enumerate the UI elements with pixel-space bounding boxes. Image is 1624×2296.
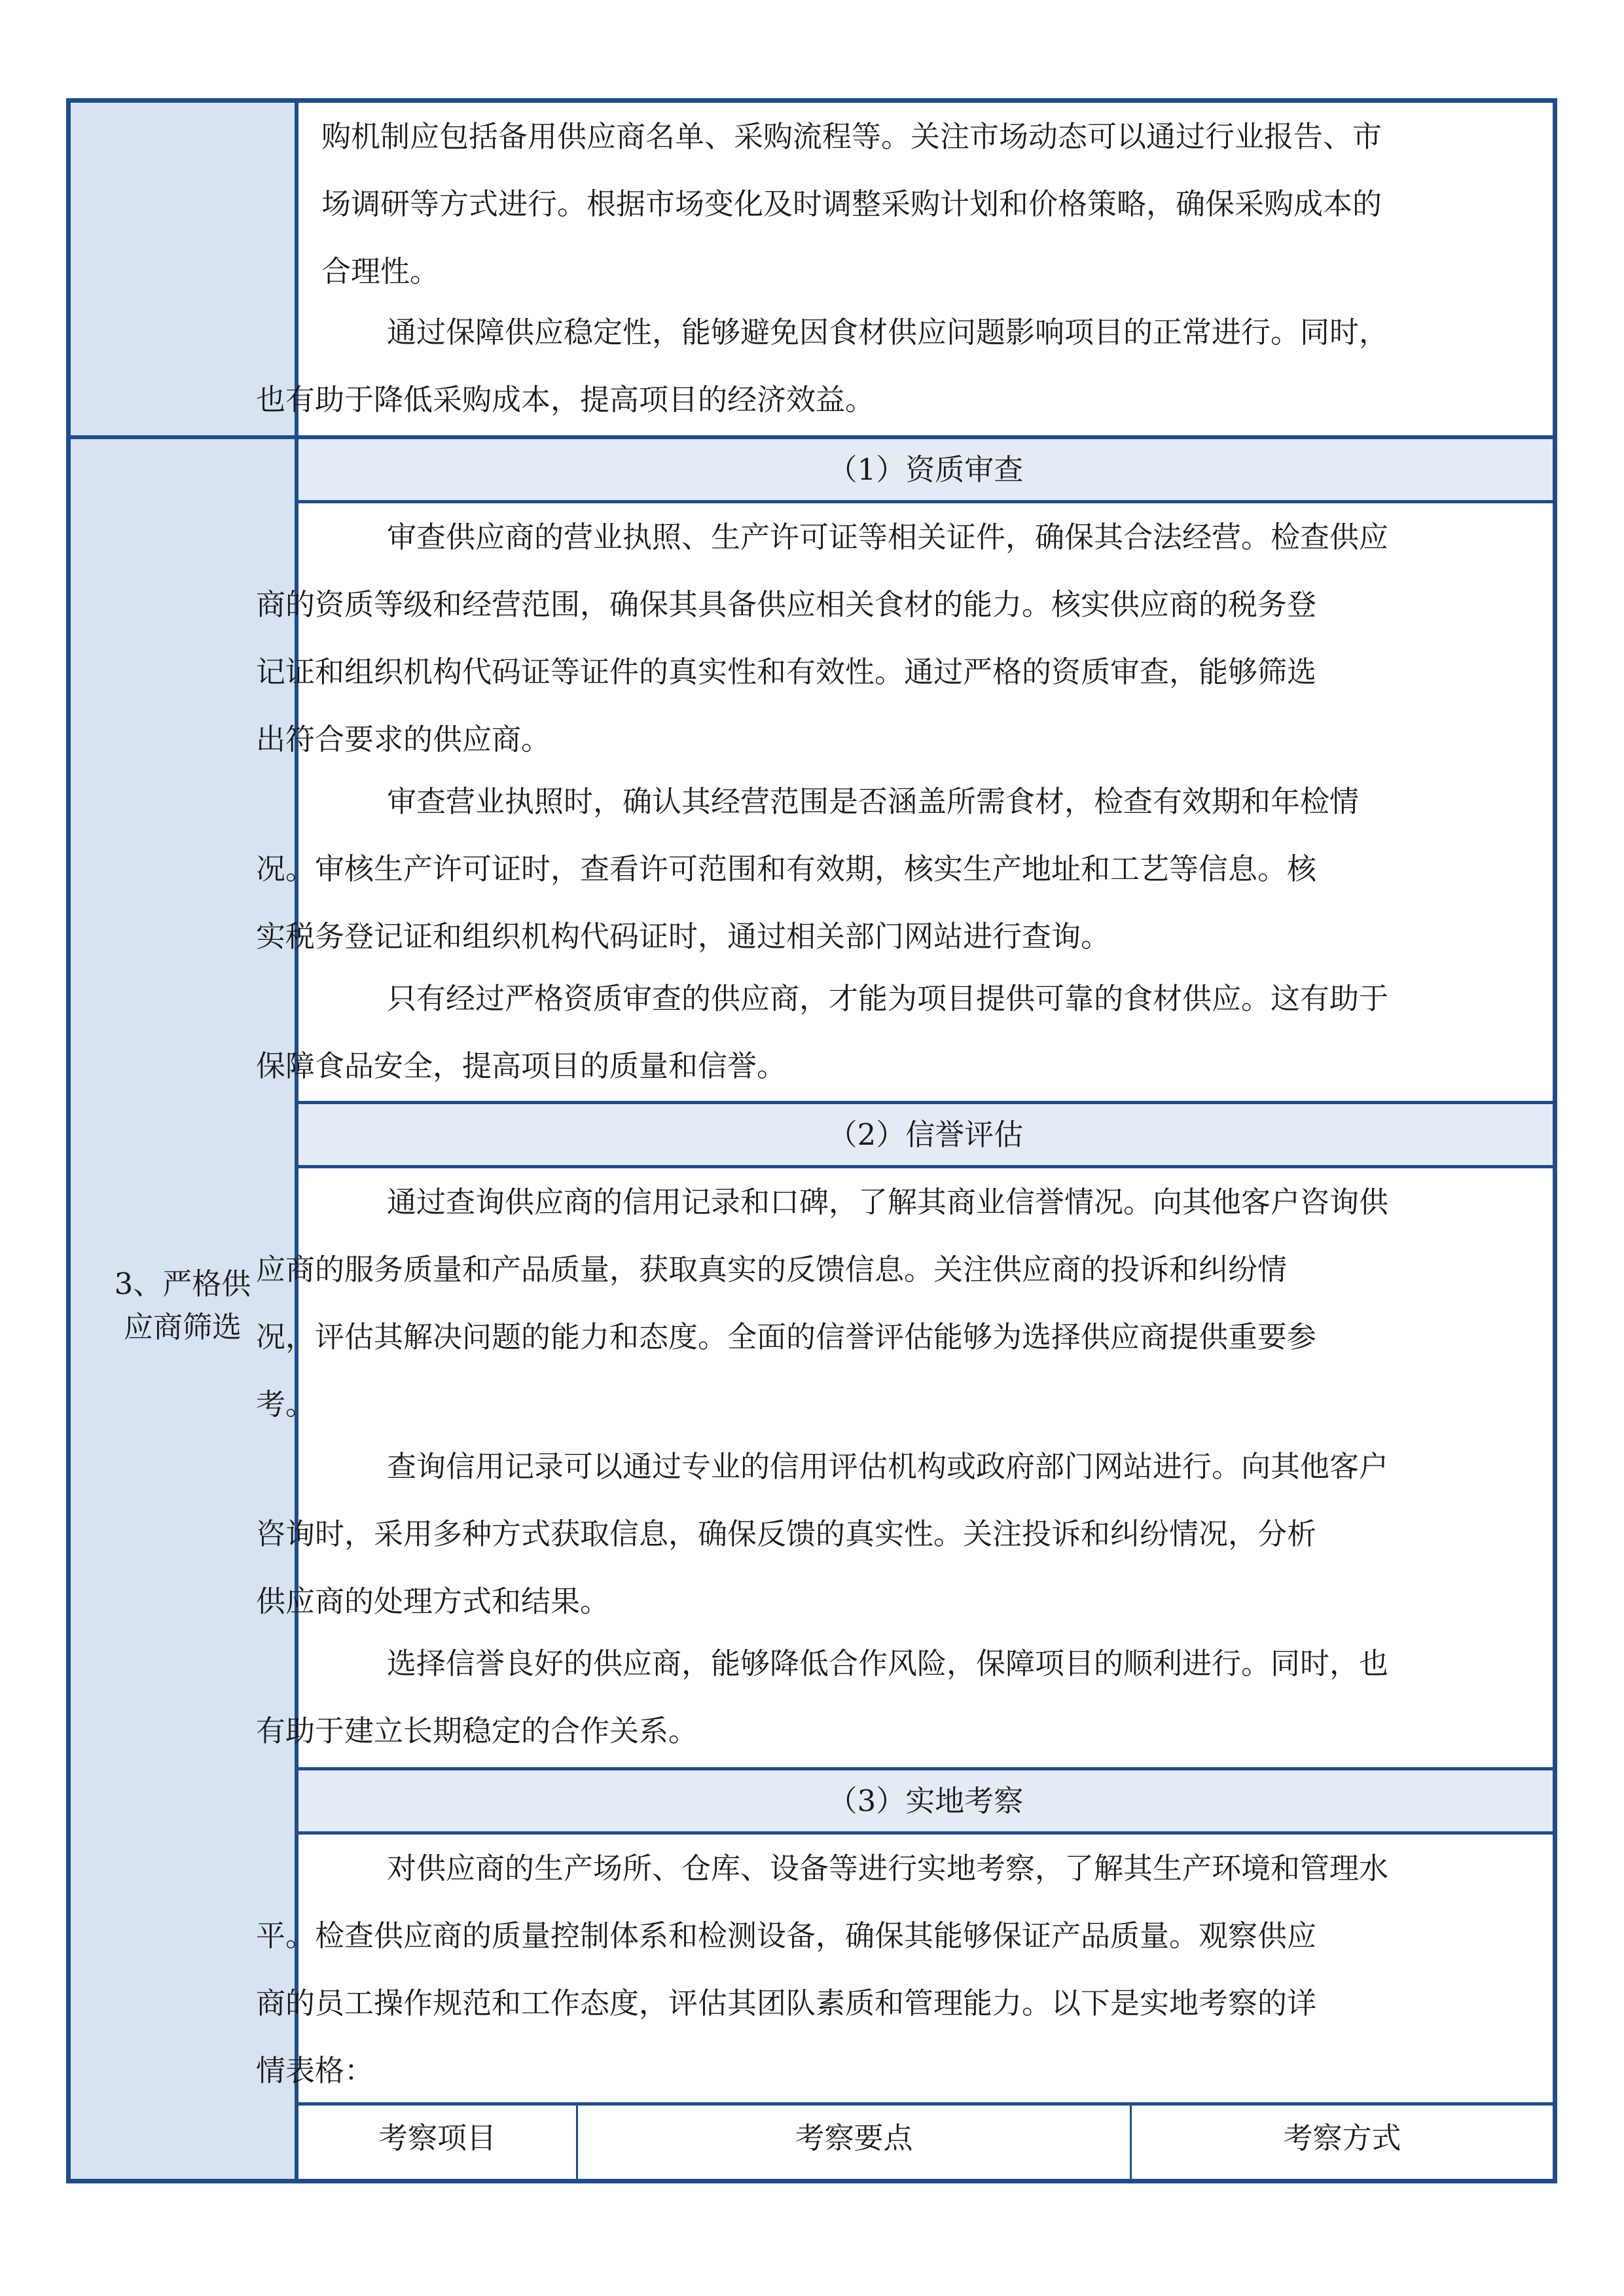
section-label-line: 3、严格供 (114, 1266, 251, 1301)
text-line: 合理性。 (321, 254, 440, 289)
inspection-table-header (298, 2106, 1553, 2179)
text-line: 查询信用记录可以通过专业的信用评估机构或政府部门网站进行。向其他客户 (387, 1449, 1389, 1484)
text-line: 商的员工操作规范和工作态度，评估其团队素质和管理能力。以下是实地考察的详 (256, 1986, 1317, 2020)
paragraph (256, 1168, 1595, 1438)
text-line: 有助于建立长期稳定的合作关系。 (256, 1713, 698, 1748)
table-header-cell (578, 2106, 1130, 2179)
text-line: 情表格： (256, 2053, 374, 2088)
text-line: 场调研等方式进行。根据市场变化及时调整采购计划和价格策略，确保采购成本的 (321, 187, 1382, 221)
text-line: 实税务登记证和组织机构代码证时，通过相关部门网站进行查询。 (256, 919, 1111, 954)
text-line: 况。审核生产许可证时，查看许可范围和有效期，核实生产地址和工艺等信息。核 (256, 852, 1317, 886)
paragraph (256, 768, 1595, 970)
text-line: 考。 (256, 1387, 316, 1422)
text-line: 也有助于降低采购成本，提高项目的经济效益。 (256, 382, 875, 417)
subsection-title: （3）实地考察 (827, 1784, 1024, 1818)
text-line: 商的资质等级和经营范围，确保其具备供应相关食材的能力。核实供应商的税务登 (256, 587, 1317, 622)
subsection-header (298, 1770, 1553, 1831)
text-line: 审查供应商的营业执照、生产许可证等相关证件，确保其合法经营。检查供应 (387, 520, 1389, 554)
text-line: 通过查询供应商的信用记录和口碑，了解其商业信誉情况。向其他客户咨询供 (387, 1185, 1389, 1219)
paragraph (256, 965, 1595, 1100)
paragraph (256, 1433, 1595, 1635)
subsection-title: （1）资质审查 (827, 452, 1024, 487)
text-line: 只有经过严格资质审查的供应商，才能为项目提供可靠的食材供应。这有助于 (387, 981, 1389, 1016)
table-header-cell (298, 2106, 576, 2179)
text-line: 对供应商的生产场所、仓库、设备等进行实地考察，了解其生产环境和管理水 (387, 1851, 1389, 1886)
table-header-label: 考察项目 (378, 2121, 496, 2155)
section-label-line: 应商筛选 (123, 1310, 242, 1344)
text-line: 况，评估其解决问题的能力和态度。全面的信誉评估能够为选择供应商提供重要参 (256, 1319, 1317, 1354)
text-line: 平。检查供应商的质量控制体系和检测设备，确保其能够保证产品质量。观察供应 (256, 1918, 1317, 1953)
subsection-header (298, 439, 1553, 500)
paragraph (256, 503, 1595, 773)
text-line: 通过保障供应稳定性，能够避免因食材供应问题影响项目的正常进行。同时， (387, 315, 1389, 350)
table-header-cell (1132, 2106, 1553, 2179)
paragraph (256, 1630, 1595, 1765)
text-line: 购机制应包括备用供应商名单、采购流程等。关注市场动态可以通过行业报告、市 (321, 119, 1382, 154)
document-table (66, 98, 1557, 2183)
text-line: 审查营业执照时，确认其经营范围是否涵盖所需食材，检查有效期和年检情 (387, 784, 1360, 819)
text-line: 应商的服务质量和产品质量，获取真实的反馈信息。关注供应商的投诉和纠纷情 (256, 1252, 1288, 1287)
text-line: 咨询时，采用多种方式获取信息，确保反馈的真实性。关注投诉和纠纷情况，分析 (256, 1516, 1317, 1551)
text-line: 供应商的处理方式和结果。 (256, 1584, 610, 1619)
table-header-label: 考察方式 (1283, 2121, 1401, 2155)
text-line: 保障食品安全，提高项目的质量和信誉。 (256, 1049, 787, 1083)
paragraph (321, 103, 1595, 305)
table-header-label: 考察要点 (795, 2121, 913, 2155)
text-line: 记证和组织机构代码证等证件的真实性和有效性。通过严格的资质审查，能够筛选 (256, 655, 1317, 689)
paragraph (256, 1835, 1595, 2104)
paragraph (256, 298, 1595, 433)
text-line: 选择信誉良好的供应商，能够降低合作风险，保障项目的顺利进行。同时，也 (387, 1646, 1389, 1681)
subsection-title: （2）信誉评估 (827, 1117, 1024, 1152)
text-line: 出符合要求的供应商。 (256, 722, 551, 757)
subsection-header (298, 1104, 1553, 1165)
